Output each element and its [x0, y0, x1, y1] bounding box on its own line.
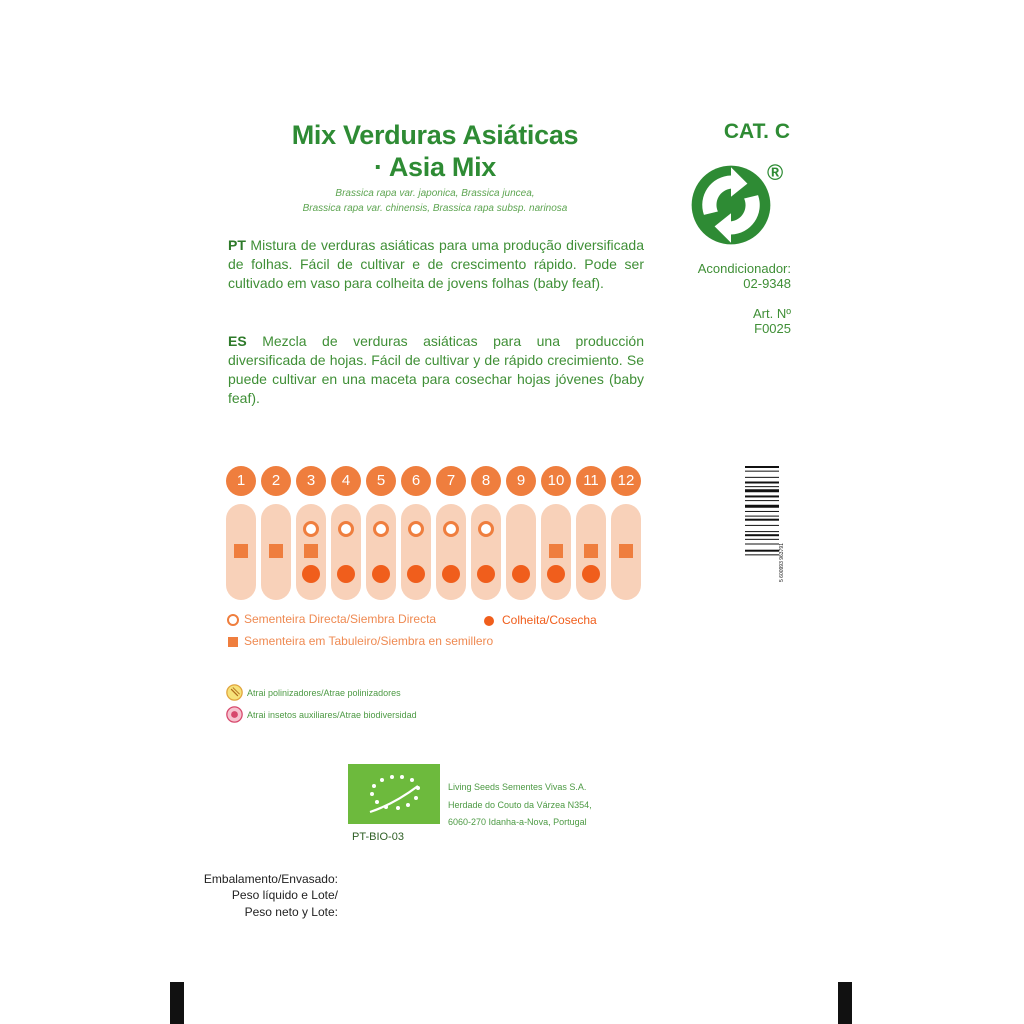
packer-label: Acondicionador:: [697, 261, 791, 276]
direct-sowing-marker-month-8: [478, 521, 494, 537]
seed-category: CAT. C: [723, 120, 790, 143]
description-pt: [228, 236, 644, 293]
harvest-marker-month-10: [547, 565, 565, 583]
net-weight-label-pt: Peso líquido e Lote/: [231, 888, 338, 902]
tray-sowing-marker-month-3: [304, 544, 318, 558]
direct-sowing-marker-month-4: [338, 521, 354, 537]
green-dot-recycling-icon: [690, 164, 772, 246]
month-8-column: [471, 504, 501, 600]
month-5-badge: 5: [366, 466, 396, 496]
month-8-badge: 8: [471, 466, 501, 496]
month-11-badge: 11: [576, 466, 606, 496]
tray-sowing-marker-month-11: [584, 544, 598, 558]
harvest-marker-month-3: [302, 565, 320, 583]
tray-sowing-marker-month-10: [549, 544, 563, 558]
lang-code-pt: PT: [228, 237, 246, 253]
address-line-3: 6060-270 Idanha-a-Nova, Portugal: [448, 817, 587, 827]
harvest-marker-month-5: [372, 565, 390, 583]
tray-sowing-marker-month-2: [269, 544, 283, 558]
month-4-badge: 4: [331, 466, 361, 496]
harvest-marker-month-4: [337, 565, 355, 583]
direct-sowing-marker-month-6: [408, 521, 424, 537]
flower-icon: [226, 706, 243, 723]
month-9-column: [506, 504, 536, 600]
tray-sowing-marker-month-12: [619, 544, 633, 558]
net-weight-label-es: Peso neto y Lote:: [244, 905, 338, 919]
month-7-column: [436, 504, 466, 600]
harvest-dot-icon: [484, 616, 494, 626]
tray-sowing-marker-month-1: [234, 544, 248, 558]
legend-direct-sowing: Sementeira Directa/Siembra Directa: [244, 612, 437, 626]
description-pt-text: Mistura de verduras asiáticas para uma produção diversificada de folhas. Fácil de cultivar e de crescimento rápido. Pode ser cultivado em vaso para colheita de jovens folhas (baby feaf).: [228, 237, 644, 291]
address-line-1: Living Seeds Sementes Vivas S.A.: [448, 782, 587, 792]
scientific-name-line-2: Brassica rapa var. chinensis, Brassica rapa subsp. narinosa: [302, 203, 568, 214]
direct-sowing-ring-icon: [227, 614, 239, 626]
month-5-column: [366, 504, 396, 600]
legend-harvest: Colheita/Cosecha: [502, 613, 597, 627]
harvest-marker-month-6: [407, 565, 425, 583]
eu-organic-leaf-logo: [348, 764, 440, 824]
barcode: [745, 464, 785, 584]
direct-sowing-marker-month-5: [373, 521, 389, 537]
legend-tray-sowing: Sementeira em Tabuleiro/Siembra en semillero: [244, 634, 494, 648]
month-1-badge: 1: [226, 466, 256, 496]
month-12-badge: 12: [611, 466, 641, 496]
packer-value: 02-9348: [743, 276, 791, 291]
month-6-column: [401, 504, 431, 600]
attribute-biodiversity: Atrai insetos auxiliares/Atrae biodiversidad: [247, 710, 417, 720]
month-7-badge: 7: [436, 466, 466, 496]
lang-code-es: ES: [228, 333, 247, 349]
product-title: Mix Verduras Asiáticas: [291, 120, 579, 150]
bee-icon: [226, 684, 243, 701]
packaging-date-label: Embalamento/Envasado:: [203, 872, 338, 886]
packet-edge-mark-right: [838, 982, 852, 1024]
month-2-badge: 2: [261, 466, 291, 496]
month-10-badge: 10: [541, 466, 571, 496]
organic-control-code: PT-BIO-03: [352, 831, 404, 843]
tray-sowing-square-icon: [228, 637, 238, 647]
harvest-marker-month-9: [512, 565, 530, 583]
article-label: Art. Nº: [753, 306, 791, 321]
address-line-2: Herdade do Couto da Várzea N354,: [448, 800, 592, 810]
scientific-name-line-1: Brassica rapa var. japonica, Brassica juncea,: [335, 188, 535, 199]
registered-mark: ®: [767, 160, 784, 185]
description-es: [228, 332, 644, 408]
harvest-marker-month-11: [582, 565, 600, 583]
packet-edge-mark-left: [170, 982, 184, 1024]
barcode-digits: 5 600993 963791: [779, 543, 785, 582]
direct-sowing-marker-month-3: [303, 521, 319, 537]
direct-sowing-marker-month-7: [443, 521, 459, 537]
product-subtitle: · Asia Mix: [373, 152, 497, 182]
month-9-badge: 9: [506, 466, 536, 496]
article-value: F0025: [754, 321, 791, 336]
harvest-marker-month-8: [477, 565, 495, 583]
month-6-badge: 6: [401, 466, 431, 496]
attribute-pollinators: Atrai polinizadores/Atrae polinizadores: [247, 688, 401, 698]
description-es-text: Mezcla de verduras asiáticas para una producción diversificada de hojas. Fácil de cultivar y de rápido crecimiento. Se puede cultivar en una maceta para cosechar hojas jóvenes (baby feaf).: [228, 333, 644, 406]
harvest-marker-month-7: [442, 565, 460, 583]
month-3-badge: 3: [296, 466, 326, 496]
month-4-column: [331, 504, 361, 600]
